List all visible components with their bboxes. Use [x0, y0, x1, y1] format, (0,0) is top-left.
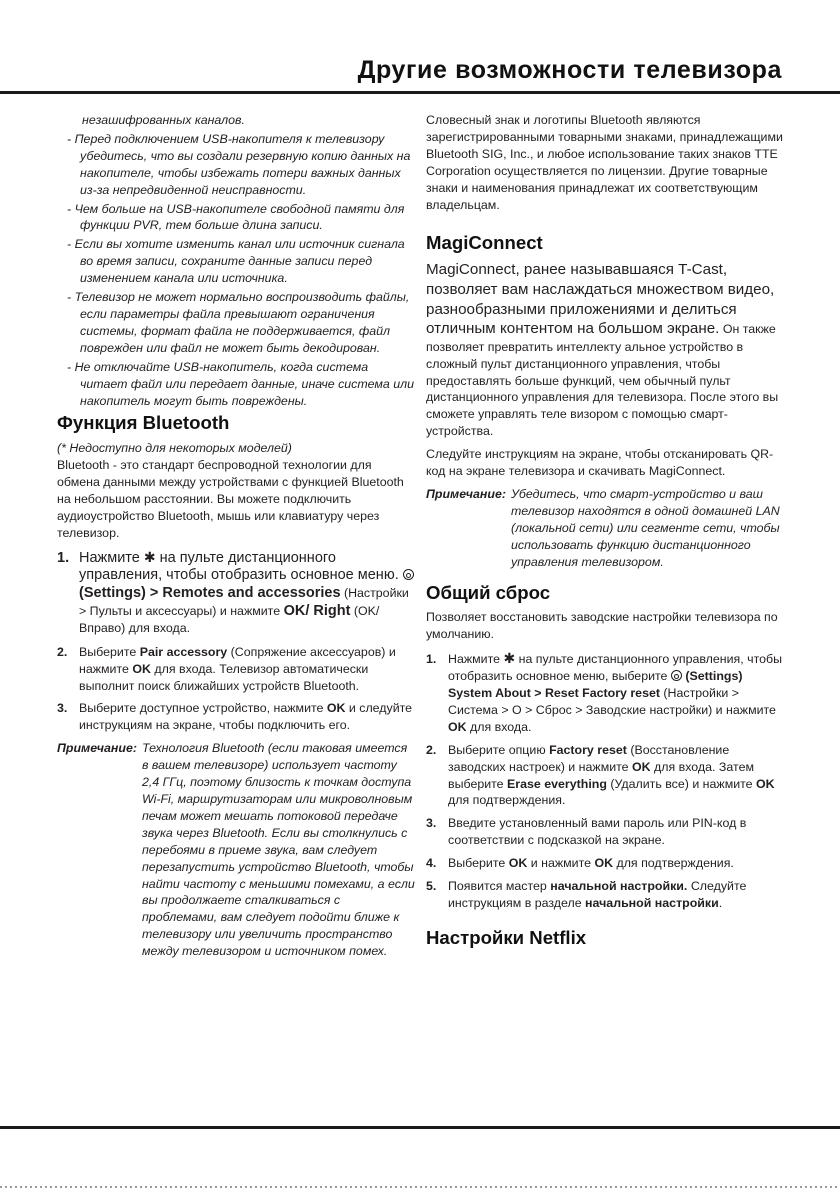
reset-step-4: [426, 855, 786, 872]
reset-heading: Общий сброс: [426, 581, 551, 603]
step-text: для входа.: [466, 719, 532, 734]
usb-bullet: - Перед подключением USB-накопителя к телевизору убедитесь, что вы создали резервную копию данных на накопителе, чтобы избежать потери важных данных из-за непредвиденной неисправности.: [67, 131, 411, 197]
header-rule: [0, 91, 840, 94]
settings-icon: [671, 670, 682, 681]
step-number: 2.: [426, 742, 437, 757]
usb-bullet: - Телевизор не может нормально воспроизводить файлы, если параметры файла превышают ограничения системы, формат файла не поддерживается, файл поврежден или файл не может быть декодирован.: [67, 290, 410, 355]
left-column: [57, 112, 417, 960]
step-text: Выберите: [448, 856, 509, 871]
magiconnect-lead: MagiConnect, ранее называвшаяся T-Cast, позволяет вам наслаждаться множеством видео, разнообразными приложениями и делиться отличным контентом на большом экране.: [426, 261, 775, 338]
step-number: 1.: [57, 549, 70, 566]
step-text: (Сопряжение аксессуаров) и нажмите: [79, 644, 396, 676]
step-bold: OK: [632, 759, 651, 774]
step-text: Следуйте инструкциям в разделе: [448, 879, 747, 910]
step-bold: OK: [756, 776, 775, 791]
step-bold: начальной настройки.: [550, 879, 688, 894]
usb-bullet: - Не отключайте USB-накопитель, когда система читает файл или передает данные, иначе система или накопитель могут быть повреждены.: [67, 359, 415, 408]
step-text: Выберите: [79, 644, 140, 659]
step-text: (Настройки > Пульты и аксессуары) и нажмите: [79, 585, 409, 618]
step-number: 5.: [426, 879, 437, 894]
note-label: Примечание:: [57, 741, 137, 756]
bluetooth-step-1: [57, 550, 417, 638]
reset-step-3: [426, 815, 786, 849]
magiconnect-qr-text: Следуйте инструкциям на экране, чтобы отсканировать QR-код на экране телевизора и скачивать MagiConnect.: [426, 447, 774, 479]
step-text: Введите установленный вами пароль или PIN-код в соответствии с подсказкой на экране.: [448, 816, 747, 848]
step-text: Нажмите: [448, 652, 504, 667]
step-text: для подтверждения.: [448, 793, 566, 808]
step-bold: (Settings) System About > Reset Factory reset: [448, 669, 743, 701]
step-bold: Pair accessory: [139, 644, 228, 659]
step-bold: OK: [132, 661, 151, 676]
step-text: на пульте дистанционного управления, чтобы отобразить основное меню.: [79, 549, 403, 584]
step-number: 4.: [426, 856, 437, 871]
footer-rule: [0, 1126, 840, 1129]
step-bold: OK/ Right: [283, 602, 351, 619]
step-text: (Настройки > Система > О > Сброс > Заводские настройки) и нажмите: [448, 686, 776, 717]
step-bold: OK: [448, 719, 467, 734]
bluetooth-heading: Функция Bluetooth: [57, 412, 230, 434]
reset-step-2: [426, 742, 786, 810]
footer-dots: [0, 1186, 840, 1188]
reset-steps: [426, 651, 786, 912]
step-text: для входа. Затем выберите: [448, 759, 754, 791]
step-text: и нажмите: [527, 856, 595, 871]
step-text: на пульте дистанционного управления, чтобы отобразить основное меню, выберите: [448, 652, 783, 684]
step-number: 3.: [426, 816, 437, 831]
step-text: (Восстановление заводских настроек) и нажмите: [448, 742, 730, 774]
step-bold: OK: [508, 856, 528, 871]
bluetooth-steps: [57, 550, 417, 735]
step-number: 3.: [57, 701, 68, 716]
bluetooth-step-2: [57, 644, 417, 695]
page-title: Другие возможности телевизора: [357, 56, 782, 84]
bluetooth-note: [57, 740, 417, 960]
step-bold: OK: [594, 856, 614, 871]
step-bold: (Settings) > Remotes and accessories: [79, 584, 341, 601]
step-bold: OK: [326, 701, 346, 716]
magiconnect-heading: MagiConnect: [426, 232, 543, 254]
usb-bullet: - Если вы хотите изменить канал или источник сигнала во время записи, сохраните данные записи перед изменением канала или источника.: [67, 237, 405, 286]
step-text: для подтверждения.: [613, 856, 734, 871]
settings-icon: [403, 569, 414, 580]
usb-bullet: - Чем больше на USB-накопителе свободной памяти для функции PVR, тем больше длина записи.: [67, 201, 405, 233]
bluetooth-availability: (* Недоступно для некоторых моделей): [57, 441, 292, 456]
bluetooth-intro: Bluetooth - это стандарт беспроводной технологии для обмена данными между устройствами с функцией Bluetooth на небольшом расстоянии. Вы можете подключить аудиоустройство Bluetooth, мышь или клавиатуру через телевизор.: [57, 458, 404, 540]
trademark-text: Словесный знак и логотипы Bluetooth являются зарегистрированными товарными знаками, принадлежащими Bluetooth SIG, Inc., и любое использование таких знаков TTE Corporation осуществляется по лицензии. Другие товарные знаки и наименования принадлежат их соответствующим владельцам.: [426, 113, 783, 212]
magiconnect-description: [426, 260, 786, 440]
step-number: 2.: [57, 644, 68, 659]
usb-tail-text: незашифрованных каналов.: [82, 113, 245, 127]
step-bold: Factory reset: [549, 742, 627, 757]
reset-step-5: [426, 878, 786, 912]
step-text: Нажмите: [79, 549, 144, 566]
step-text: (Удалить все) и нажмите: [606, 776, 757, 791]
step-text: Выберите опцию: [448, 742, 550, 757]
step-bold: начальной настройки: [585, 896, 719, 910]
reset-intro: Позволяет восстановить заводские настройки телевизора по умолчанию.: [426, 610, 778, 642]
note-label: Примечание:: [426, 486, 506, 501]
bluetooth-step-3: [57, 700, 417, 734]
step-bold: Erase everything: [507, 776, 607, 791]
netflix-heading: Настройки Netflix: [426, 926, 587, 948]
right-column: [426, 112, 786, 955]
step-text: Появится мастер: [448, 879, 551, 894]
magiconnect-note: [426, 486, 786, 571]
step-text: для входа. Телевизор автоматически выполнит поиск ближайших устройств Bluetooth.: [79, 661, 369, 693]
note-text: Технология Bluetooth (если таковая имеется в вашем телевизоре) использует частоту 2,4 ГГц, поэтому близость к точкам доступа Wi-Fi, маршрутизаторам или микроволновым печам может мешать потоковой передаче звука через Bluetooth. Если вы столкнулись с перебоями в приеме звука, вам следует перезапустить устройство Bluetooth, чтобы найти частоту с меньшими помехами, а если вы продолжаете сталкиваться с проблемами, вам следует подойти ближе к телевизору или увеличить пространство между телевизором и источником помех.: [141, 741, 415, 959]
gear-icon: ✱: [503, 650, 516, 667]
magiconnect-rest: Он также позволяет превратить интеллекту альное устройство в сложный пульт дистанционного управления, чтобы предоставлять больше функций, чем обычный пульт дистанционного управления для телевизора. После этого вы сможете управлять теле визором с помощью смарт-устройства.: [426, 322, 779, 439]
reset-step-1: [426, 651, 786, 736]
note-text: Убедитесь, что смарт-устройство и ваш телевизор находятся в одной домашней LAN (локальной сети) или сегменте сети, чтобы использовать функцию дистанционного управления телевизором.: [510, 486, 780, 569]
step-text: Выберите доступное устройство, нажмите: [79, 701, 327, 716]
step-text: (OK/Вправо) для входа.: [79, 603, 380, 636]
step-number: 1.: [426, 652, 437, 667]
step-text: и следуйте инструкциям на экране, чтобы подключить его.: [79, 701, 413, 733]
step-text: .: [718, 896, 723, 910]
gear-icon: ✱: [143, 548, 156, 565]
